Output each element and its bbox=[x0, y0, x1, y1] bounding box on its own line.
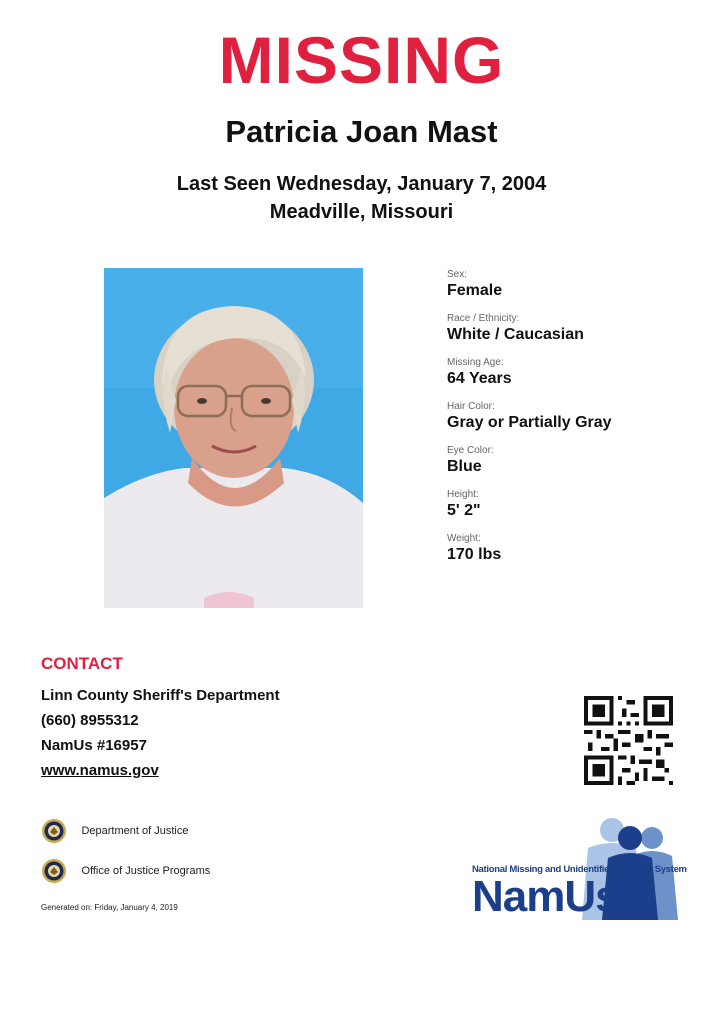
detail-label: Hair Color: bbox=[447, 401, 495, 412]
detail-value: 64 Years bbox=[447, 370, 512, 387]
last-seen-block bbox=[0, 170, 723, 226]
contact-phone: (660) 8955312 bbox=[41, 712, 139, 729]
detail-label: Height: bbox=[447, 489, 479, 500]
detail-weight bbox=[447, 532, 697, 565]
detail-age bbox=[447, 356, 697, 389]
details-list bbox=[447, 268, 697, 576]
contact-heading: CONTACT bbox=[41, 654, 123, 673]
detail-value: Blue bbox=[447, 458, 482, 475]
last-seen-location: Meadville, Missouri bbox=[269, 201, 454, 223]
detail-value: White / Caucasian bbox=[447, 326, 584, 343]
ojp-seal-icon bbox=[41, 858, 67, 884]
detail-sex bbox=[447, 268, 697, 301]
agency-ojp: Office of Justice Programs bbox=[81, 865, 211, 877]
detail-label: Sex: bbox=[447, 269, 468, 280]
detail-label: Missing Age: bbox=[447, 357, 504, 368]
detail-height bbox=[447, 488, 697, 521]
doj-row bbox=[41, 818, 188, 844]
detail-value: Female bbox=[447, 282, 503, 299]
logo-tagline: National Missing and Unidentified Persons System bbox=[472, 864, 687, 875]
namus-logo bbox=[472, 814, 687, 924]
detail-value: 170 lbs bbox=[447, 546, 502, 563]
generated-date: Generated on: Friday, January 4, 2019 bbox=[41, 903, 178, 912]
doj-seal-icon bbox=[41, 818, 67, 844]
detail-label: Weight: bbox=[447, 533, 481, 544]
contact-website-link[interactable]: www.namus.gov bbox=[41, 762, 159, 779]
detail-label: Race / Ethnicity: bbox=[447, 313, 520, 324]
person-name: Patricia Joan Mast bbox=[225, 114, 498, 149]
person-photo bbox=[104, 268, 363, 608]
last-seen-date: Last Seen Wednesday, January 7, 2004 bbox=[176, 173, 547, 195]
logo-text: NamUs bbox=[472, 872, 619, 921]
agency-doj: Department of Justice bbox=[81, 825, 189, 837]
contact-agency: Linn County Sheriff's Department bbox=[41, 687, 280, 704]
detail-race bbox=[447, 312, 697, 345]
headline-missing: MISSING bbox=[218, 23, 505, 97]
qr-code[interactable] bbox=[584, 696, 673, 785]
ojp-row bbox=[41, 858, 210, 884]
detail-hair bbox=[447, 400, 697, 433]
detail-value: 5' 2" bbox=[447, 502, 481, 519]
contact-case-number: NamUs #16957 bbox=[41, 737, 147, 754]
detail-value: Gray or Partially Gray bbox=[447, 414, 612, 431]
detail-eye bbox=[447, 444, 697, 477]
detail-label: Eye Color: bbox=[447, 445, 494, 456]
